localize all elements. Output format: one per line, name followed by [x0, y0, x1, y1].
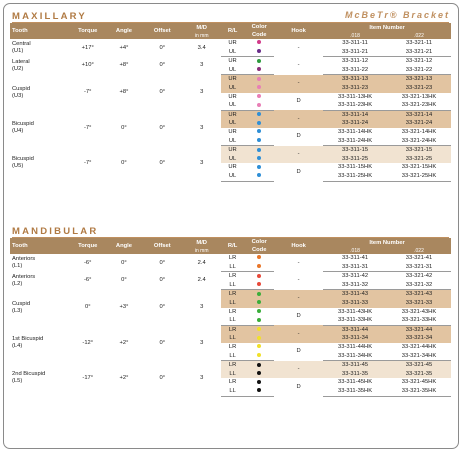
torque-value: -6°: [84, 277, 92, 284]
rl-value: UR: [221, 110, 244, 119]
color-dot-icon: [257, 309, 261, 313]
md-value: 3: [200, 124, 204, 131]
torque-value: 0°: [84, 304, 91, 311]
tooth-code: (U1): [12, 47, 24, 54]
header-022: .022: [387, 32, 451, 39]
header-018: .018: [323, 32, 387, 39]
offset-value: 0°: [159, 160, 166, 167]
header-md: M/D: [183, 238, 221, 247]
header-angle: Angle: [106, 238, 142, 254]
color-dot-icon: [257, 380, 261, 384]
rl-value: LL: [221, 316, 244, 325]
angle-value: +8°: [119, 89, 129, 96]
item-018: 33-311-24: [323, 119, 387, 128]
md-value: 2.4: [197, 259, 206, 266]
rl-value: UL: [221, 172, 244, 181]
item-018: 33-311-31: [323, 263, 387, 272]
md-value: 3: [200, 375, 204, 382]
item-022: 33-321-41: [405, 255, 433, 261]
color-code-cell: [244, 316, 274, 325]
tooth-name: Cuspid: [12, 85, 31, 92]
table-row: [10, 57, 451, 66]
tooth-cell: [10, 75, 70, 110]
tooth-cell: [10, 325, 70, 360]
table-row: [10, 361, 451, 370]
item-018: 33-311-45HK: [338, 379, 373, 386]
rl-value: UR: [228, 58, 237, 65]
tooth-name: Cuspid: [12, 300, 31, 307]
color-code-cell: [244, 155, 274, 164]
item-022: 33-321-23: [387, 84, 451, 93]
item-022: 33-321-31: [387, 263, 451, 272]
item-018: 33-311-15: [323, 146, 387, 155]
rl-value: UL: [221, 101, 244, 110]
color-code-cell: [244, 48, 274, 57]
torque-value: -7°: [84, 160, 92, 167]
item-018: 33-311-34: [323, 334, 387, 343]
tooth-name: Anteriors: [12, 273, 36, 280]
hook-value: D: [296, 313, 301, 320]
table-row: [10, 146, 451, 155]
hook-value: -: [274, 290, 323, 308]
item-018: 33-311-34HK: [323, 352, 387, 361]
color-code-cell: [244, 254, 274, 263]
rl-value: LR: [228, 255, 237, 261]
color-code-cell: [244, 137, 274, 146]
color-dot-icon: [257, 336, 261, 340]
color-code-cell: [244, 272, 274, 281]
header-md-unit: in mm: [183, 32, 221, 39]
color-code-cell: [244, 299, 274, 308]
table-row: [10, 110, 451, 119]
tooth-cell: [10, 57, 70, 75]
angle-value: 0°: [121, 160, 127, 167]
item-018: 33-311-33: [323, 299, 387, 308]
brand-label: McBeTr® Bracket: [345, 10, 450, 20]
item-022: 33-321-32: [387, 281, 451, 290]
offset-value: 0°: [159, 304, 166, 311]
angle-value: +4°: [119, 44, 129, 51]
rl-value: LR: [228, 343, 237, 350]
rl-value: LR: [221, 361, 244, 370]
hook-value: -: [274, 75, 323, 93]
hook-value: -: [274, 146, 323, 164]
rl-value: UR: [228, 164, 237, 171]
tooth-cell: [10, 290, 70, 325]
color-dot-icon: [257, 353, 261, 357]
tooth-cell: [10, 272, 70, 290]
color-dot-icon: [257, 59, 261, 63]
rl-value: LR: [228, 379, 237, 386]
header-rl: R/L: [221, 23, 244, 39]
tooth-name: Central: [12, 40, 31, 47]
item-018: 33-311-14: [323, 110, 387, 119]
header-018: .018: [323, 247, 387, 254]
offset-value: 0°: [159, 89, 166, 96]
item-022: 33-321-15HK: [401, 164, 437, 171]
angle-value: +2°: [119, 339, 129, 346]
item-018: 33-311-24HK: [323, 137, 387, 146]
header-md-unit: in mm: [183, 247, 221, 254]
item-018: 33-311-13HK: [338, 93, 373, 100]
item-022: 33-321-12: [405, 58, 433, 65]
item-018: 33-311-44: [323, 325, 387, 334]
angle-value: 0°: [121, 259, 127, 266]
header-item-number: Item Number: [323, 23, 451, 32]
torque-value: +17°: [81, 44, 94, 51]
color-code-cell: [244, 110, 274, 119]
item-022: 33-321-33: [387, 299, 451, 308]
mandibular-title: MANDIBULAR: [12, 226, 99, 237]
offset-value: 0°: [159, 62, 166, 69]
header-angle: Angle: [106, 23, 142, 39]
item-018: 33-311-21: [323, 48, 387, 57]
item-022: 33-321-11: [406, 40, 432, 46]
color-code-cell: [244, 325, 274, 334]
md-value: 3.4: [197, 44, 206, 51]
table-row: [10, 272, 451, 281]
torque-value: -6°: [84, 259, 92, 266]
item-018: 33-311-14HK: [338, 128, 373, 135]
tooth-code: (L4): [12, 342, 23, 349]
rl-value: UR: [228, 40, 237, 46]
item-018: 33-311-43: [323, 290, 387, 299]
color-code-cell: [244, 361, 274, 370]
color-dot-icon: [257, 85, 261, 89]
color-code-cell: [244, 146, 274, 155]
rl-value: UL: [221, 137, 244, 146]
color-code-cell: [244, 281, 274, 290]
color-dot-icon: [257, 112, 261, 116]
color-code-cell: [244, 343, 274, 352]
rl-value: UR: [221, 75, 244, 84]
angle-value: +2°: [119, 375, 129, 382]
rl-value: LR: [221, 290, 244, 299]
item-022: 33-321-45HK: [401, 379, 437, 386]
color-code-cell: [244, 39, 274, 48]
item-022: 33-321-34: [387, 334, 451, 343]
item-022: 33-321-35: [387, 370, 451, 379]
rl-value: UL: [221, 66, 244, 75]
maxillary-table: [10, 23, 451, 182]
color-dot-icon: [257, 148, 261, 152]
color-dot-icon: [257, 264, 261, 268]
color-code-cell: [244, 308, 274, 317]
color-dot-icon: [257, 255, 261, 259]
rl-value: LR: [228, 273, 237, 280]
hook-value: D: [296, 98, 301, 105]
header-color-code: Color Code: [244, 23, 274, 39]
color-dot-icon: [257, 156, 261, 160]
color-dot-icon: [257, 318, 261, 322]
color-dot-icon: [257, 67, 261, 71]
item-022: 33-321-44HK: [401, 343, 437, 350]
hook-value: -: [297, 277, 300, 284]
tooth-cell: [10, 254, 70, 272]
rl-value: UR: [228, 128, 237, 135]
hook-value: -: [274, 325, 323, 343]
color-dot-icon: [257, 40, 261, 44]
rl-value: LL: [221, 352, 244, 361]
angle-value: 0°: [121, 124, 127, 131]
tooth-cell: [10, 361, 70, 396]
hook-value: D: [296, 348, 301, 355]
md-value: 3: [200, 160, 204, 167]
md-value: 3: [200, 304, 204, 311]
item-018: 33-311-25HK: [323, 172, 387, 181]
color-code-cell: [244, 387, 274, 396]
item-022: 33-321-24HK: [387, 137, 451, 146]
rl-value: UR: [221, 146, 244, 155]
color-dot-icon: [257, 77, 261, 81]
color-dot-icon: [257, 94, 261, 98]
angle-value: 0°: [121, 277, 127, 284]
color-dot-icon: [257, 388, 261, 392]
color-code-cell: [244, 370, 274, 379]
rl-value: LL: [221, 281, 244, 290]
md-value: 3: [200, 339, 204, 346]
torque-value: -7°: [84, 124, 92, 131]
color-code-cell: [244, 101, 274, 110]
header-offset: Offset: [142, 23, 182, 39]
table-row: [10, 254, 451, 263]
color-code-cell: [244, 93, 274, 102]
header-offset: Offset: [142, 238, 182, 254]
color-dot-icon: [257, 300, 261, 304]
offset-value: 0°: [159, 339, 166, 346]
rl-value: UL: [221, 155, 244, 164]
item-018: 33-311-33HK: [323, 316, 387, 325]
item-018: 33-311-11: [342, 40, 368, 46]
color-dot-icon: [257, 49, 261, 53]
torque-value: -17°: [82, 375, 94, 382]
md-value: 2.4: [197, 277, 206, 284]
tooth-code: (U3): [12, 92, 24, 99]
item-022: 33-321-33HK: [387, 316, 451, 325]
color-code-cell: [244, 378, 274, 387]
offset-value: 0°: [159, 375, 166, 382]
item-022: 33-321-15: [387, 146, 451, 155]
hook-value: D: [296, 168, 301, 175]
header-torque: Torque: [70, 23, 106, 39]
item-022: 33-321-25HK: [387, 172, 451, 181]
color-dot-icon: [257, 274, 261, 278]
header-hook: Hook: [274, 23, 323, 39]
color-dot-icon: [257, 282, 261, 286]
color-code-cell: [244, 57, 274, 66]
rl-value: UL: [221, 84, 244, 93]
torque-value: -7°: [84, 89, 92, 96]
table-row: [10, 39, 451, 48]
item-018: 33-311-35HK: [323, 387, 387, 396]
hook-value: -: [297, 259, 300, 266]
header-torque: Torque: [70, 238, 106, 254]
torque-value: -12°: [82, 339, 94, 346]
maxillary-title: MAXILLARY: [12, 11, 87, 22]
color-dot-icon: [257, 121, 261, 125]
item-022: 33-321-24: [387, 119, 451, 128]
color-dot-icon: [257, 138, 261, 142]
header-item-number: Item Number: [323, 238, 451, 247]
color-dot-icon: [257, 292, 261, 296]
hook-value: -: [297, 62, 300, 69]
rl-value: LL: [221, 370, 244, 379]
color-dot-icon: [257, 363, 261, 367]
tooth-cell: [10, 110, 70, 145]
rl-value: LL: [221, 299, 244, 308]
rl-value: UL: [221, 48, 244, 57]
color-dot-icon: [257, 103, 261, 107]
color-code-cell: [244, 75, 274, 84]
angle-value: +3°: [119, 304, 129, 311]
item-022: 33-321-14: [387, 110, 451, 119]
color-dot-icon: [257, 173, 261, 177]
tooth-code: (U2): [12, 65, 24, 72]
rl-value: LR: [221, 325, 244, 334]
item-018: 33-311-42: [342, 273, 369, 280]
rl-value: UR: [228, 93, 237, 100]
color-code-cell: [244, 128, 274, 137]
item-022: 33-321-45: [387, 361, 451, 370]
hook-value: -: [297, 44, 300, 51]
item-018: 33-311-44HK: [338, 343, 373, 350]
header-022: .022: [387, 247, 451, 254]
color-dot-icon: [257, 371, 261, 375]
item-022: 33-321-42: [405, 273, 433, 280]
hook-value: D: [296, 383, 301, 390]
tooth-code: (L2): [12, 280, 23, 287]
tooth-name: Anteriors: [12, 255, 36, 262]
tooth-name: Lateral: [12, 58, 30, 65]
item-022: 33-321-13: [387, 75, 451, 84]
tooth-name: 2nd Bicuspid: [12, 371, 46, 378]
color-dot-icon: [257, 165, 261, 169]
offset-value: 0°: [159, 124, 166, 131]
offset-value: 0°: [159, 259, 166, 266]
color-code-cell: [244, 263, 274, 272]
color-code-cell: [244, 172, 274, 181]
tooth-cell: [10, 146, 70, 181]
color-dot-icon: [257, 327, 261, 331]
item-022: 33-321-43HK: [401, 308, 437, 315]
tooth-name: 1st Bicuspid: [12, 335, 44, 342]
tooth-name: Bicuspid: [12, 156, 34, 163]
item-018: 33-311-12: [342, 58, 369, 65]
table-row: [10, 75, 451, 84]
item-018: 33-311-23HK: [323, 101, 387, 110]
tooth-code: (U4): [12, 127, 24, 134]
tooth-code: (L3): [12, 307, 23, 314]
item-022: 33-321-22: [387, 66, 451, 75]
offset-value: 0°: [159, 44, 166, 51]
rl-value: LR: [228, 308, 237, 315]
hook-value: D: [296, 133, 301, 140]
header-color-code: Color Code: [244, 238, 274, 254]
color-dot-icon: [257, 129, 261, 133]
angle-value: +8°: [119, 62, 129, 69]
item-022: 33-321-21: [387, 48, 451, 57]
header-md: M/D: [183, 23, 221, 32]
tooth-code: (L1): [12, 262, 23, 269]
header-tooth: Tooth: [10, 23, 70, 39]
md-value: 3: [200, 89, 204, 96]
hook-value: -: [274, 361, 323, 379]
header-rl: R/L: [221, 238, 244, 254]
tooth-name: Bicuspid: [12, 120, 34, 127]
item-022: 33-321-23HK: [387, 101, 451, 110]
header-hook: Hook: [274, 238, 323, 254]
header-tooth: Tooth: [10, 238, 70, 254]
item-018: 33-311-43HK: [338, 308, 373, 315]
color-code-cell: [244, 334, 274, 343]
rl-value: LL: [221, 263, 244, 272]
item-018: 33-311-45: [323, 361, 387, 370]
color-code-cell: [244, 66, 274, 75]
item-022: 33-321-35HK: [387, 387, 451, 396]
item-018: 33-311-15HK: [338, 164, 373, 171]
tooth-code: (U5): [12, 163, 24, 170]
tooth-cell: [10, 39, 70, 57]
item-022: 33-321-14HK: [401, 128, 437, 135]
item-018: 33-311-41: [342, 255, 369, 261]
color-code-cell: [244, 119, 274, 128]
color-code-cell: [244, 352, 274, 361]
item-018: 33-311-35: [323, 370, 387, 379]
rl-value: UL: [221, 119, 244, 128]
rl-value: LL: [221, 334, 244, 343]
torque-value: +10°: [81, 62, 94, 69]
item-018: 33-311-23: [323, 84, 387, 93]
color-code-cell: [244, 84, 274, 93]
item-018: 33-311-32: [323, 281, 387, 290]
mandibular-table: [10, 238, 451, 397]
item-022: 33-321-13HK: [401, 93, 437, 100]
item-022: 33-321-34HK: [387, 352, 451, 361]
item-018: 33-311-25: [323, 155, 387, 164]
table-row: [10, 290, 451, 299]
offset-value: 0°: [159, 277, 166, 284]
item-022: 33-321-25: [387, 155, 451, 164]
item-022: 33-321-43: [387, 290, 451, 299]
item-018: 33-311-22: [323, 66, 387, 75]
color-code-cell: [244, 290, 274, 299]
md-value: 3: [200, 62, 204, 69]
color-code-cell: [244, 163, 274, 172]
item-018: 33-311-13: [323, 75, 387, 84]
item-022: 33-321-44: [387, 325, 451, 334]
hook-value: -: [274, 110, 323, 128]
rl-value: LL: [221, 387, 244, 396]
color-dot-icon: [257, 344, 261, 348]
tooth-code: (L5): [12, 378, 23, 385]
table-row: [10, 325, 451, 334]
